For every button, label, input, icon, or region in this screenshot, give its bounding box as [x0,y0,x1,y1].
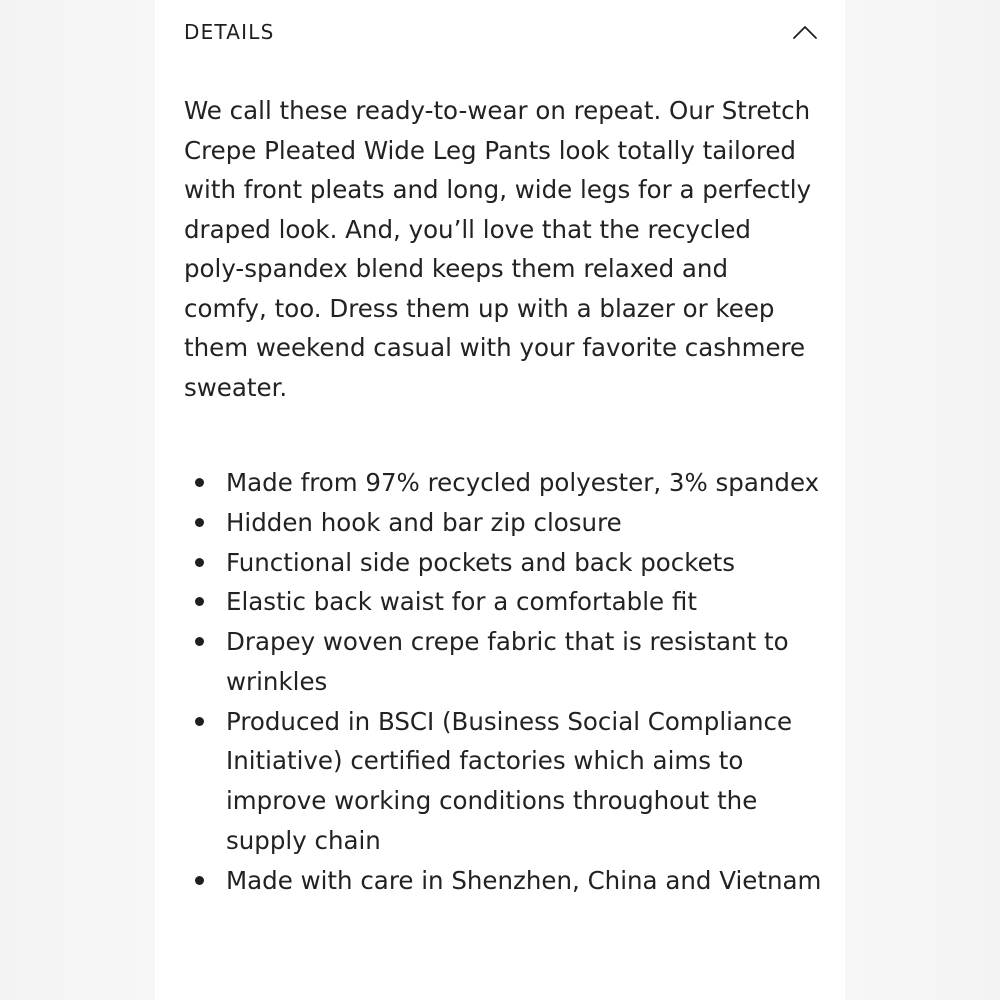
feature-text: Produced in BSCI (Business Social Compliance Initiative) certified factories which aims to improve working conditions throughout the supply chain [226,706,793,855]
feature-item [184,861,824,901]
feature-item [184,463,824,503]
feature-text: Functional side pockets and back pockets [226,547,736,577]
page-backdrop-left [0,0,155,1000]
details-title: DETAILS [184,20,275,44]
bullet-icon [195,637,204,646]
bullet-icon [195,478,204,487]
feature-text: Hidden hook and bar zip closure [226,507,622,537]
feature-item [184,543,824,583]
chevron-up-icon[interactable] [792,20,818,46]
bullet-icon [195,518,204,527]
page-backdrop-right [845,0,1000,1000]
feature-item [184,622,824,702]
feature-text: Drapey woven crepe fabric that is resistant to wrinkles [226,627,789,696]
bullet-icon [195,558,204,567]
feature-text: Made with care in Shenzhen, China and Vietnam [226,865,822,895]
feature-item [184,582,824,622]
details-accordion-toggle[interactable] [184,14,818,54]
details-panel [155,0,845,1000]
feature-item [184,503,824,543]
bullet-icon [195,876,204,885]
feature-text: Made from 97% recycled polyester, 3% spandex [226,468,820,497]
bullet-icon [195,597,204,606]
feature-list [184,463,824,900]
feature-item [184,702,824,861]
feature-text: Elastic back waist for a comfortable fit [226,587,697,617]
bullet-icon [195,717,204,726]
product-description: We call these ready-to-wear on repeat. Our Stretch Crepe Pleated Wide Leg Pants look totally tailored with front pleats and long, wide legs for a perfectly draped look. And, you’ll love that the recycled poly-spandex blend keeps them relaxed and comfy, too. Dress them up with a blazer or keep them weekend casual with your favorite cashmere sweater. [184,96,812,402]
